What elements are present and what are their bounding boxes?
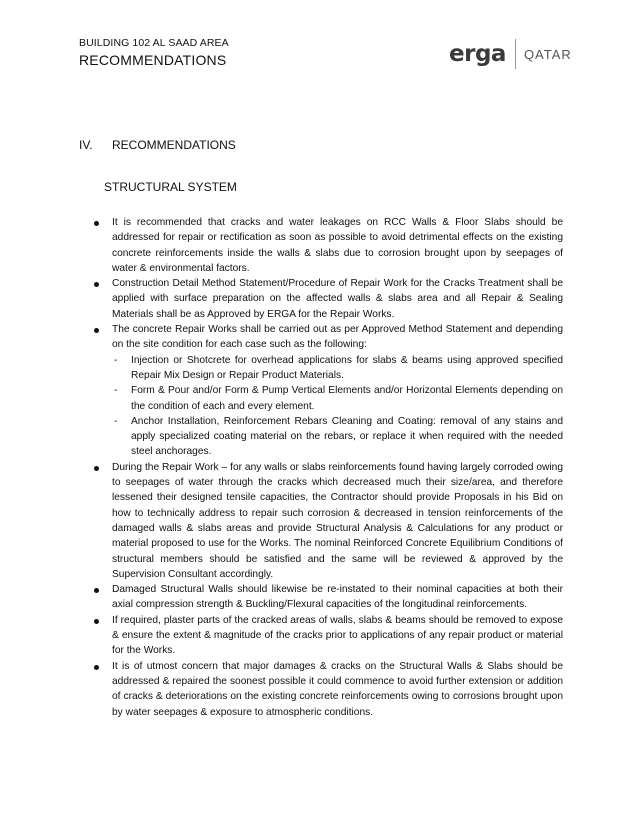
sub-list-item bbox=[94, 414, 563, 460]
sub-list-item bbox=[94, 383, 563, 414]
list-item bbox=[94, 322, 563, 353]
bullet-icon bbox=[94, 282, 99, 287]
logo-region: QATAR bbox=[523, 46, 572, 62]
subitem-text: Form & Pour and/or Form & Pump Vertical Elements and/or Horizontal Elements depending on the condition of each and every element. bbox=[131, 385, 563, 412]
item-text: The concrete Repair Works shall be carried out as per Approved Method Statement and depending on the site condition for each case such as the following: bbox=[112, 324, 563, 351]
recommendations-list bbox=[94, 215, 563, 720]
list-item bbox=[94, 582, 563, 613]
document-title: RECOMMENDATIONS bbox=[79, 52, 227, 68]
bullet-icon bbox=[94, 466, 99, 471]
list-item bbox=[94, 659, 563, 720]
dash-marker: - bbox=[114, 354, 118, 366]
list-item bbox=[94, 460, 563, 582]
section-heading bbox=[79, 138, 236, 152]
logo-divider bbox=[515, 39, 516, 69]
erga-logo bbox=[449, 39, 572, 69]
item-text: Construction Detail Method Statement/Procedure of Repair Work for the Cracks Treatment shall be applied with surface preparation on the affected walls & slabs area and all Repair & Sealing Materials shall be as Approved by ERGA for the Repair Works. bbox=[112, 278, 563, 320]
bullet-icon bbox=[94, 665, 99, 670]
item-text: During the Repair Work – for any walls or slabs reinforcements found having largely corroded owing to seepages of water through the cracks which decreased much their size/area, and therefore lessened their designed tensile capacities, the Contractor should provide Proposals in his Bid on how to technically address to repair such corrosion & decreased in tension reinforcements of the damaged walls & slabs areas and provide Structural Analysis & Calculations for any product or material proposed to use for the Works. The nominal Reinforced Concrete Equilibrium Conditions of structural members should be satisfied and the same will be reviewed & approved by the Supervision Consultant accordingly. bbox=[112, 461, 563, 580]
subitem-text: Anchor Installation, Reinforcement Rebars Cleaning and Coating: removal of any stains and apply specialized coating material on the rebars, or replace it when required with the needed steel anchorages. bbox=[131, 415, 563, 458]
list-item bbox=[94, 613, 563, 659]
bullet-icon bbox=[94, 221, 99, 226]
sub-list-item bbox=[94, 353, 563, 384]
section-title: RECOMMENDATIONS bbox=[112, 138, 236, 152]
logo-brand: erga bbox=[449, 40, 506, 67]
list-item bbox=[94, 276, 563, 322]
item-text: If required, plaster parts of the cracked areas of walls, slabs & beams should be removed to expose & ensure the extent & magnitude of the cracks prior to applications of any repair product or material for the Works. bbox=[112, 614, 563, 657]
list-item bbox=[94, 215, 563, 276]
item-text: Damaged Structural Walls should likewise be re-instated to their nominal capacities at both their axial compression strength & Buckling/Flexural capacities of the longitudinal reinforcements. bbox=[112, 584, 563, 611]
bullet-icon bbox=[94, 588, 99, 593]
dash-marker: - bbox=[114, 385, 118, 397]
dash-marker: - bbox=[114, 415, 118, 427]
section-number: IV. bbox=[79, 138, 93, 152]
subitem-text: Injection or Shotcrete for overhead applications for slabs & beams using approved specified Repair Mix Design or Repair Product Materials. bbox=[131, 354, 563, 381]
bullet-icon bbox=[94, 328, 99, 333]
project-name: BUILDING 102 AL SAAD AREA bbox=[79, 37, 229, 49]
subheading: STRUCTURAL SYSTEM bbox=[104, 180, 237, 194]
item-text: It is recommended that cracks and water leakages on RCC Walls & Floor Slabs should be addressed for repair or rectification as soon as possible to avoid detrimental effects on the existing concrete reinforcements inside the walls & slabs due to corrosion brought upon by seepages of water & environmental factors. bbox=[112, 217, 563, 274]
item-text: It is of utmost concern that major damages & cracks on the Structural Walls & Slabs should be addressed & repaired the soonest possible it could commence to avoid further extension or addition of cracks & deteriorations on the existing concrete reinforcements owing to corrosions brought upon by water seepages & exposure to atmospheric conditions. bbox=[112, 660, 563, 718]
page-header bbox=[79, 37, 229, 68]
bullet-icon bbox=[94, 619, 99, 624]
